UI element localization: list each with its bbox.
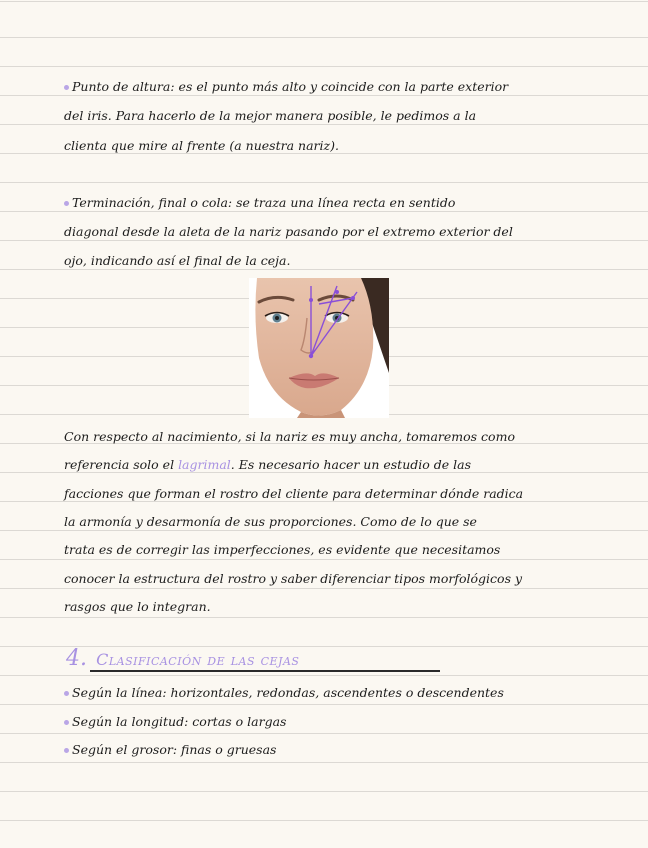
p1-line-1: Punto de altura: es el punto más alto y coincide con la parte exterior <box>64 78 604 96</box>
p3-line-6: conocer la estructura del rostro y saber diferenciar tipos morfológicos y <box>64 571 523 586</box>
p3-line-5: trata es de corregir las imperfecciones, es evidente que necesitamos <box>64 542 501 557</box>
p1-line-2: del iris. Para hacerlo de la mejor manera posible, le pedimos a la <box>64 108 477 123</box>
bullet-dot <box>64 748 69 753</box>
bullet-dot <box>64 85 69 90</box>
section-heading <box>66 646 299 671</box>
bullet-item-1: Según la línea: horizontales, redondas, ascendentes o descendentes <box>64 684 604 702</box>
bullet-dot <box>64 691 69 696</box>
p2-line-2: diagonal desde la aleta de la nariz pasando por el extremo exterior del <box>64 224 513 239</box>
bullet-item-3: Según el grosor: finas o gruesas <box>64 741 604 759</box>
bullet-item-2: Según la longitud: cortas o largas <box>64 713 604 731</box>
face-photo <box>249 278 389 418</box>
bullet-dot <box>64 720 69 725</box>
p3-line-4: la armonía y desarmonía de sus proporciones. Como de lo que se <box>64 514 477 529</box>
heading-number: 4. <box>66 646 87 671</box>
heading-title: Clasificación de las cejas <box>96 650 300 669</box>
p3-line-1: Con respecto al nacimiento, si la nariz es muy ancha, tomaremos como <box>64 429 515 444</box>
p1-line-3: clienta que mire al frente (a nuestra nariz). <box>64 138 339 153</box>
p2-line-1: Terminación, final o cola: se traza una línea recta en sentido <box>64 194 604 212</box>
heading-underline <box>90 670 440 672</box>
p3-line-2: referencia solo el lagrimal. Es necesario hacer un estudio de las <box>64 457 471 472</box>
face-illustration <box>249 278 389 418</box>
highlight-word: lagrimal <box>178 457 231 472</box>
p3-line-7: rasgos que lo integran. <box>64 599 211 614</box>
bullet-dot <box>64 201 69 206</box>
p2-line-3: ojo, indicando así el final de la ceja. <box>64 253 291 268</box>
p3-line-3: facciones que forman el rostro del cliente para determinar dónde radica <box>64 486 524 501</box>
